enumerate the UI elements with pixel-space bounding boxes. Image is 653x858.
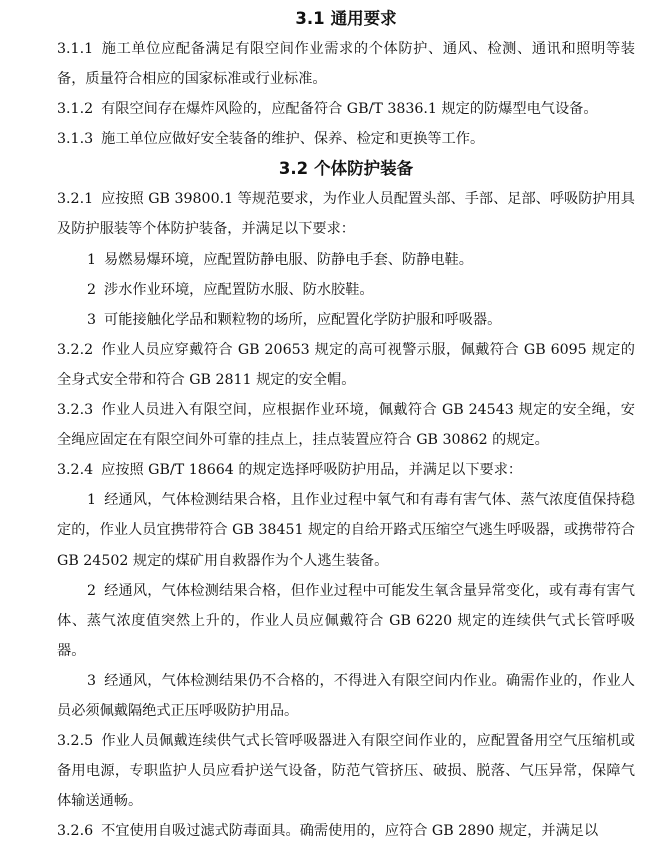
- clause-text: 作业人员应穿戴符合 GB 20653 规定的高可视警示服，佩戴符合 GB 6095 规定的全身式安全带和符合 GB 2811 规定的安全帽。: [57, 341, 635, 388]
- item-text: 易燃易爆环境，应配置防静电服、防静电手套、防静电鞋。: [104, 251, 473, 268]
- item-number: 1: [87, 251, 97, 268]
- clause-text: 应按照 GB/T 18664 的规定选择呼吸防护用品，并满足以下要求：: [101, 462, 523, 479]
- clause-3-2-4: [57, 455, 635, 485]
- clause-3-1-3: [57, 124, 635, 154]
- clause-number: 3.2.4: [57, 462, 94, 479]
- clause-3-1-1: [57, 34, 635, 94]
- clause-3-2-1: [57, 184, 635, 244]
- clause-number: 3.1.1: [57, 41, 94, 57]
- section-number: 3.2: [278, 159, 309, 179]
- clause-text: 不宜使用自吸过滤式防毒面具。确需使用的，应符合 GB 2890 规定，并满足以: [101, 823, 599, 840]
- clause-3-2-6: [57, 816, 635, 846]
- item-number: 3: [87, 672, 97, 689]
- section-number: 3.1: [295, 9, 325, 28]
- clause-number: 3.1.2: [57, 101, 94, 118]
- list-item: [57, 666, 635, 726]
- item-text: 经通风，气体检测结果合格，但作业过程中可能发生氧含量异常变化，或有毒有害气体、蒸气浓度值突然上升的，作业人员应佩戴符合 GB 6220 规定的连续供气式长管呼吸器。: [57, 582, 635, 659]
- clause-number: 3.2.5: [57, 733, 94, 750]
- list-item: [57, 305, 635, 335]
- clause-3-2-2: [57, 335, 635, 395]
- list-item: [57, 576, 635, 666]
- item-text: 经通风，气体检测结果仍不合格的，不得进入有限空间内作业。确需作业的，作业人员必须佩戴隔绝式正压呼吸防护用品。: [57, 672, 635, 719]
- item-text: 可能接触化学品和颗粒物的场所，应配置化学防护服和呼吸器。: [104, 311, 502, 328]
- list-item: [57, 275, 635, 305]
- clause-text: 作业人员进入有限空间，应根据作业环境，佩戴符合 GB 24543 规定的安全绳，安全绳应固定在有限空间外可靠的挂点上，挂点装置应符合 GB 30862 的规定。: [57, 402, 635, 449]
- clause-3-2-5: [57, 726, 635, 816]
- clause-text: 作业人员佩戴连续供气式长管呼吸器进入有限空间作业的，应配置备用空气压缩机或备用电源，专职监护人员应看护送气设备，防范气管挤压、破损、脱落、气压异常，保障气体输送通畅。: [57, 733, 635, 810]
- clause-number: 3.2.6: [57, 823, 94, 840]
- clause-text: 有限空间存在爆炸风险的，应配备符合 GB/T 3836.1 规定的防爆型电气设备。: [101, 101, 598, 118]
- list-item: [57, 485, 635, 575]
- list-item: [57, 245, 635, 275]
- item-number: 3: [87, 311, 97, 328]
- section-title: 通用要求: [330, 9, 397, 28]
- section-title: 个体防护装备: [314, 159, 414, 179]
- item-text: 涉水作业环境，应配置防水服、防水胶鞋。: [104, 281, 374, 298]
- clause-number: 3.1.3: [57, 131, 94, 148]
- clause-number: 3.2.1: [57, 191, 94, 208]
- section-heading-3-1: [57, 4, 635, 34]
- clause-3-1-2: [57, 94, 635, 124]
- item-number: 2: [87, 582, 97, 599]
- clause-text: 施工单位应做好安全装备的维护、保养、检定和更换等工作。: [101, 131, 485, 148]
- clause-3-2-3: [57, 395, 635, 455]
- item-number: 1: [87, 492, 97, 509]
- clause-number: 3.2.3: [57, 402, 94, 419]
- item-number: 2: [87, 281, 97, 298]
- clause-text: 应按照 GB 39800.1 等规范要求，为作业人员配置头部、手部、足部、呼吸防护用具及防护服装等个体防护装备，并满足以下要求：: [57, 191, 635, 238]
- section-heading-3-2: [57, 154, 635, 184]
- clause-text: 施工单位应配备满足有限空间作业需求的个体防护、通风、检测、通讯和照明等装备，质量符合相应的国家标准或行业标准。: [57, 41, 635, 88]
- item-text: 经通风，气体检测结果合格，且作业过程中氧气和有毒有害气体、蒸气浓度值保持稳定的，作业人员宜携带符合 GB 38451 规定的自给开路式压缩空气逃生呼吸器，或携带符合 GB 24502 规定的煤矿用自救器作为个人逃生装备。: [57, 492, 635, 569]
- clause-number: 3.2.2: [57, 341, 94, 358]
